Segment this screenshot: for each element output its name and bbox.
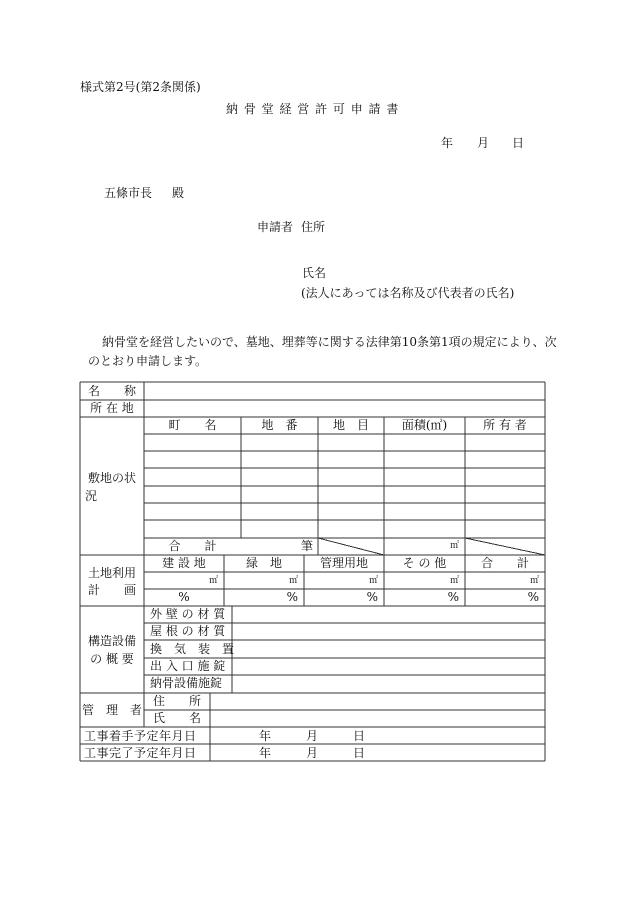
page-title: 納 骨 堂 経 営 許 可 申 請 書 [226, 102, 400, 116]
land-use-percent-unit: % [366, 590, 378, 604]
land-use-label-line2: 計 画 [87, 583, 136, 597]
structure-item-ventilation: 換 気 装 置 [150, 642, 235, 656]
manager-address-label: 住 所 [152, 694, 201, 708]
land-use-header-total: 合 計 [480, 556, 529, 570]
land-use-area-unit: ㎡ [208, 576, 218, 586]
site-header-lot: 地 番 [261, 418, 298, 432]
date-month: 月 [477, 136, 490, 150]
addressee-name: 五條市長 [104, 186, 153, 200]
location-label: 所 在 地 [90, 401, 134, 415]
site-header-town: 町 名 [168, 418, 217, 432]
land-use-area-unit: ㎡ [529, 576, 539, 586]
body-text-line2: のとおり申請します。 [88, 354, 208, 368]
land-use-header-management: 管理用地 [319, 556, 368, 570]
land-use-percent-unit: % [527, 590, 539, 604]
structure-item-ossuary-lock: 納骨設備施錠 [150, 676, 223, 690]
manager-label: 管 理 者 [81, 703, 142, 717]
structure-item-entrance-lock: 出 入 口 施 錠 [150, 659, 226, 673]
land-use-percent-unit: % [447, 590, 459, 604]
structure-label-line2: の 概 要 [90, 652, 134, 666]
site-header-area: 面積(㎡) [401, 418, 448, 432]
land-use-header-building: 建 設 地 [162, 556, 206, 570]
site-header-category: 地 目 [332, 418, 369, 432]
construction-start-label: 工事着手予定年月日 [84, 729, 197, 743]
addressee-honorific: 殿 [172, 186, 185, 200]
start-year: 年 [259, 729, 272, 743]
land-use-area-unit: ㎡ [449, 576, 459, 586]
structure-item-roof: 屋 根 の 材 質 [150, 624, 226, 638]
structure-label-line1: 構造設備 [87, 634, 136, 648]
land-use-label-line1: 土地利用 [87, 566, 136, 580]
land-use-header-green: 緑 地 [245, 556, 282, 570]
completion-month: 月 [306, 746, 319, 760]
land-use-percent-unit: % [286, 590, 298, 604]
applicant-name-note: (法人にあっては名称及び代表者の氏名) [301, 286, 515, 300]
site-parcel-unit: 筆 [300, 539, 313, 553]
date-year: 年 [441, 136, 454, 150]
site-header-owner: 所 有 者 [483, 418, 527, 432]
applicant-address-label: 住所 [301, 220, 326, 234]
land-use-area-unit: ㎡ [368, 576, 378, 586]
land-use-percent-unit: % [178, 590, 190, 604]
body-text-line1: 納骨堂を経営したいので、墓地、埋葬等に関する法律第10条第1項の規定により、次 [102, 335, 557, 349]
manager-name-label: 氏 名 [152, 711, 201, 725]
site-label-line1: 敷地の状 [87, 471, 136, 485]
name-label: 名 称 [87, 384, 136, 398]
start-day: 日 [353, 729, 366, 743]
applicant-label: 申請者 [257, 220, 294, 234]
structure-item-exterior: 外 壁 の 材 質 [150, 607, 226, 621]
construction-completion-label: 工事完了予定年月日 [84, 746, 197, 760]
land-use-area-unit: ㎡ [288, 576, 298, 586]
date-day: 日 [512, 136, 525, 150]
completion-year: 年 [259, 746, 272, 760]
start-month: 月 [306, 729, 319, 743]
site-total-label: 合 計 [168, 539, 217, 553]
applicant-name-label: 氏名 [302, 266, 327, 280]
site-area-unit: ㎡ [449, 541, 459, 551]
site-label-line2: 況 [85, 489, 98, 503]
form-number: 様式第2号(第2条関係) [80, 80, 201, 94]
land-use-header-other: そ の 他 [402, 556, 447, 570]
completion-day: 日 [353, 746, 366, 760]
